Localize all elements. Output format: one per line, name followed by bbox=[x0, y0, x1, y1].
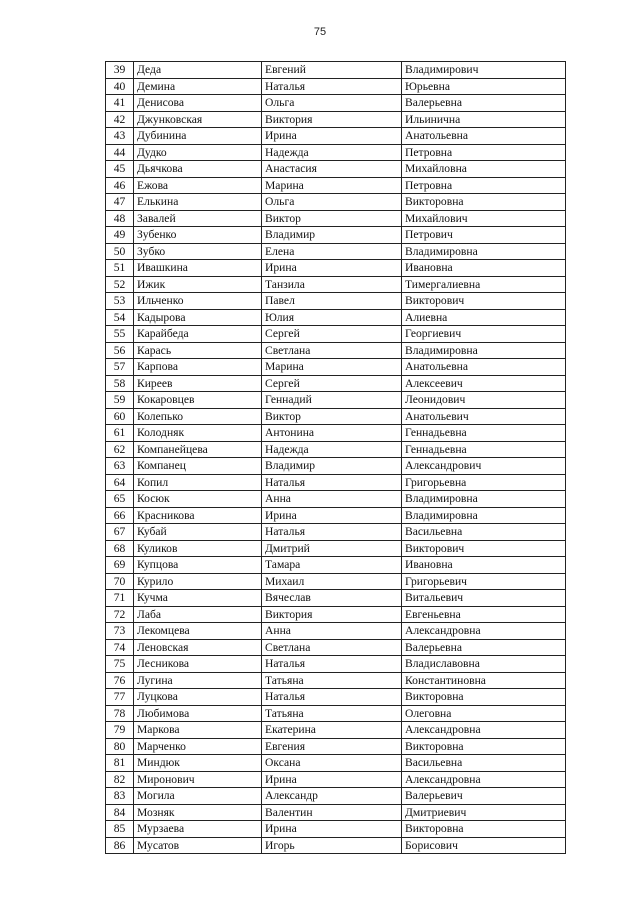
last-name-cell: Колодняк bbox=[134, 425, 262, 442]
patronymic-cell: Анатольевна bbox=[402, 359, 566, 376]
patronymic-cell: Владиславовна bbox=[402, 656, 566, 673]
last-name-cell: Лесникова bbox=[134, 656, 262, 673]
table-row bbox=[106, 359, 566, 376]
row-number: 60 bbox=[106, 408, 134, 425]
first-name-cell: Игорь bbox=[262, 837, 402, 854]
row-number: 79 bbox=[106, 722, 134, 739]
table-row bbox=[106, 392, 566, 409]
table-row bbox=[106, 276, 566, 293]
row-number: 40 bbox=[106, 78, 134, 95]
last-name-cell: Красникова bbox=[134, 507, 262, 524]
last-name-cell: Зубенко bbox=[134, 227, 262, 244]
first-name-cell: Марина bbox=[262, 359, 402, 376]
last-name-cell: Киреев bbox=[134, 375, 262, 392]
patronymic-cell: Тимергалиевна bbox=[402, 276, 566, 293]
patronymic-cell: Петровна bbox=[402, 144, 566, 161]
first-name-cell: Ирина bbox=[262, 260, 402, 277]
row-number: 62 bbox=[106, 441, 134, 458]
first-name-cell: Юлия bbox=[262, 309, 402, 326]
patronymic-cell: Ивановна bbox=[402, 260, 566, 277]
row-number: 84 bbox=[106, 804, 134, 821]
row-number: 72 bbox=[106, 606, 134, 623]
table-row bbox=[106, 507, 566, 524]
last-name-cell: Лаба bbox=[134, 606, 262, 623]
row-number: 70 bbox=[106, 573, 134, 590]
first-name-cell: Наталья bbox=[262, 524, 402, 541]
row-number: 82 bbox=[106, 771, 134, 788]
table-row bbox=[106, 441, 566, 458]
first-name-cell: Виктория bbox=[262, 111, 402, 128]
table-row bbox=[106, 837, 566, 854]
table-row bbox=[106, 194, 566, 211]
patronymic-cell: Григорьевич bbox=[402, 573, 566, 590]
table-row bbox=[106, 458, 566, 475]
last-name-cell: Миндюк bbox=[134, 755, 262, 772]
row-number: 52 bbox=[106, 276, 134, 293]
table-row bbox=[106, 260, 566, 277]
first-name-cell: Наталья bbox=[262, 689, 402, 706]
table-row bbox=[106, 689, 566, 706]
table-row bbox=[106, 656, 566, 673]
patronymic-cell: Владимирович bbox=[402, 62, 566, 79]
first-name-cell: Евгения bbox=[262, 738, 402, 755]
last-name-cell: Косюк bbox=[134, 491, 262, 508]
first-name-cell: Татьяна bbox=[262, 672, 402, 689]
first-name-cell: Михаил bbox=[262, 573, 402, 590]
last-name-cell: Дудко bbox=[134, 144, 262, 161]
patronymic-cell: Васильевна bbox=[402, 755, 566, 772]
row-number: 47 bbox=[106, 194, 134, 211]
patronymic-cell: Александровна bbox=[402, 623, 566, 640]
first-name-cell: Ольга bbox=[262, 194, 402, 211]
table-row bbox=[106, 821, 566, 838]
row-number: 49 bbox=[106, 227, 134, 244]
patronymic-cell: Владимировна bbox=[402, 342, 566, 359]
row-number: 59 bbox=[106, 392, 134, 409]
patronymic-cell: Анатольевна bbox=[402, 128, 566, 145]
table-row bbox=[106, 210, 566, 227]
patronymic-cell: Олеговна bbox=[402, 705, 566, 722]
table-row bbox=[106, 590, 566, 607]
table-row bbox=[106, 62, 566, 79]
row-number: 85 bbox=[106, 821, 134, 838]
row-number: 86 bbox=[106, 837, 134, 854]
patronymic-cell: Викторович bbox=[402, 293, 566, 310]
last-name-cell: Зубко bbox=[134, 243, 262, 260]
patronymic-cell: Константиновна bbox=[402, 672, 566, 689]
first-name-cell: Танзила bbox=[262, 276, 402, 293]
table-row bbox=[106, 771, 566, 788]
last-name-cell: Курило bbox=[134, 573, 262, 590]
first-name-cell: Антонина bbox=[262, 425, 402, 442]
last-name-cell: Компанейцева bbox=[134, 441, 262, 458]
first-name-cell: Светлана bbox=[262, 342, 402, 359]
last-name-cell: Карпова bbox=[134, 359, 262, 376]
row-number: 53 bbox=[106, 293, 134, 310]
patronymic-cell: Юрьевна bbox=[402, 78, 566, 95]
last-name-cell: Джунковская bbox=[134, 111, 262, 128]
last-name-cell: Компанец bbox=[134, 458, 262, 475]
patronymic-cell: Григорьевна bbox=[402, 474, 566, 491]
first-name-cell: Вячеслав bbox=[262, 590, 402, 607]
table-row bbox=[106, 557, 566, 574]
row-number: 55 bbox=[106, 326, 134, 343]
last-name-cell: Марченко bbox=[134, 738, 262, 755]
table-row bbox=[106, 128, 566, 145]
patronymic-cell: Леонидович bbox=[402, 392, 566, 409]
first-name-cell: Сергей bbox=[262, 326, 402, 343]
last-name-cell: Мусатов bbox=[134, 837, 262, 854]
table-row bbox=[106, 524, 566, 541]
table-row bbox=[106, 95, 566, 112]
row-number: 61 bbox=[106, 425, 134, 442]
patronymic-cell: Михайлович bbox=[402, 210, 566, 227]
first-name-cell: Наталья bbox=[262, 656, 402, 673]
first-name-cell: Ирина bbox=[262, 771, 402, 788]
row-number: 42 bbox=[106, 111, 134, 128]
row-number: 77 bbox=[106, 689, 134, 706]
first-name-cell: Геннадий bbox=[262, 392, 402, 409]
first-name-cell: Надежда bbox=[262, 144, 402, 161]
row-number: 66 bbox=[106, 507, 134, 524]
patronymic-cell: Алиевна bbox=[402, 309, 566, 326]
patronymic-cell: Викторовна bbox=[402, 689, 566, 706]
last-name-cell: Кубай bbox=[134, 524, 262, 541]
row-number: 64 bbox=[106, 474, 134, 491]
row-number: 69 bbox=[106, 557, 134, 574]
last-name-cell: Дубинина bbox=[134, 128, 262, 145]
row-number: 44 bbox=[106, 144, 134, 161]
last-name-cell: Копил bbox=[134, 474, 262, 491]
patronymic-cell: Евгеньевна bbox=[402, 606, 566, 623]
last-name-cell: Леновская bbox=[134, 639, 262, 656]
patronymic-cell: Викторовна bbox=[402, 194, 566, 211]
table-row bbox=[106, 788, 566, 805]
first-name-cell: Анастасия bbox=[262, 161, 402, 178]
last-name-cell: Елькина bbox=[134, 194, 262, 211]
patronymic-cell: Геннадьевна bbox=[402, 425, 566, 442]
first-name-cell: Оксана bbox=[262, 755, 402, 772]
table-row bbox=[106, 491, 566, 508]
last-name-cell: Колепько bbox=[134, 408, 262, 425]
patronymic-cell: Ильинична bbox=[402, 111, 566, 128]
row-number: 63 bbox=[106, 458, 134, 475]
row-number: 71 bbox=[106, 590, 134, 607]
first-name-cell: Владимир bbox=[262, 227, 402, 244]
last-name-cell: Могила bbox=[134, 788, 262, 805]
row-number: 76 bbox=[106, 672, 134, 689]
last-name-cell: Ильченко bbox=[134, 293, 262, 310]
table-row bbox=[106, 573, 566, 590]
table-row bbox=[106, 326, 566, 343]
table-row bbox=[106, 309, 566, 326]
row-number: 75 bbox=[106, 656, 134, 673]
patronymic-cell: Алексеевич bbox=[402, 375, 566, 392]
table-row bbox=[106, 540, 566, 557]
patronymic-cell: Владимировна bbox=[402, 243, 566, 260]
table-row bbox=[106, 425, 566, 442]
last-name-cell: Лугина bbox=[134, 672, 262, 689]
first-name-cell: Марина bbox=[262, 177, 402, 194]
patronymic-cell: Александровна bbox=[402, 722, 566, 739]
row-number: 50 bbox=[106, 243, 134, 260]
row-number: 65 bbox=[106, 491, 134, 508]
last-name-cell: Ижик bbox=[134, 276, 262, 293]
patronymic-cell: Валерьевич bbox=[402, 788, 566, 805]
patronymic-cell: Владимировна bbox=[402, 491, 566, 508]
first-name-cell: Надежда bbox=[262, 441, 402, 458]
last-name-cell: Дьячкова bbox=[134, 161, 262, 178]
table-row bbox=[106, 623, 566, 640]
first-name-cell: Наталья bbox=[262, 474, 402, 491]
row-number: 54 bbox=[106, 309, 134, 326]
patronymic-cell: Михайловна bbox=[402, 161, 566, 178]
last-name-cell: Мозняк bbox=[134, 804, 262, 821]
patronymic-cell: Викторович bbox=[402, 540, 566, 557]
row-number: 74 bbox=[106, 639, 134, 656]
table-row bbox=[106, 111, 566, 128]
row-number: 67 bbox=[106, 524, 134, 541]
row-number: 46 bbox=[106, 177, 134, 194]
table-row bbox=[106, 408, 566, 425]
table-row bbox=[106, 722, 566, 739]
table-row bbox=[106, 161, 566, 178]
table-row bbox=[106, 755, 566, 772]
last-name-cell: Кадырова bbox=[134, 309, 262, 326]
row-number: 73 bbox=[106, 623, 134, 640]
row-number: 80 bbox=[106, 738, 134, 755]
last-name-cell: Маркова bbox=[134, 722, 262, 739]
table-row bbox=[106, 375, 566, 392]
row-number: 51 bbox=[106, 260, 134, 277]
first-name-cell: Евгений bbox=[262, 62, 402, 79]
table-row bbox=[106, 639, 566, 656]
last-name-cell: Луцкова bbox=[134, 689, 262, 706]
row-number: 78 bbox=[106, 705, 134, 722]
first-name-cell: Наталья bbox=[262, 78, 402, 95]
first-name-cell: Ирина bbox=[262, 128, 402, 145]
row-number: 57 bbox=[106, 359, 134, 376]
table-row bbox=[106, 474, 566, 491]
last-name-cell: Карась bbox=[134, 342, 262, 359]
patronymic-cell: Александровна bbox=[402, 771, 566, 788]
roster-table-body bbox=[106, 62, 566, 854]
first-name-cell: Ирина bbox=[262, 507, 402, 524]
last-name-cell: Ежова bbox=[134, 177, 262, 194]
first-name-cell: Светлана bbox=[262, 639, 402, 656]
first-name-cell: Владимир bbox=[262, 458, 402, 475]
last-name-cell: Миронович bbox=[134, 771, 262, 788]
row-number: 56 bbox=[106, 342, 134, 359]
patronymic-cell: Дмитриевич bbox=[402, 804, 566, 821]
first-name-cell: Татьяна bbox=[262, 705, 402, 722]
row-number: 41 bbox=[106, 95, 134, 112]
patronymic-cell: Васильевна bbox=[402, 524, 566, 541]
row-number: 81 bbox=[106, 755, 134, 772]
first-name-cell: Валентин bbox=[262, 804, 402, 821]
row-number: 58 bbox=[106, 375, 134, 392]
last-name-cell: Ивашкина bbox=[134, 260, 262, 277]
last-name-cell: Мурзаева bbox=[134, 821, 262, 838]
patronymic-cell: Валерьевна bbox=[402, 95, 566, 112]
first-name-cell: Виктория bbox=[262, 606, 402, 623]
patronymic-cell: Александрович bbox=[402, 458, 566, 475]
table-row bbox=[106, 705, 566, 722]
patronymic-cell: Витальевич bbox=[402, 590, 566, 607]
table-row bbox=[106, 342, 566, 359]
page-number: 75 bbox=[313, 26, 327, 38]
row-number: 39 bbox=[106, 62, 134, 79]
first-name-cell: Ольга bbox=[262, 95, 402, 112]
patronymic-cell: Геннадьевна bbox=[402, 441, 566, 458]
last-name-cell: Любимова bbox=[134, 705, 262, 722]
row-number: 45 bbox=[106, 161, 134, 178]
table-row bbox=[106, 243, 566, 260]
patronymic-cell: Петрович bbox=[402, 227, 566, 244]
patronymic-cell: Петровна bbox=[402, 177, 566, 194]
table-row bbox=[106, 672, 566, 689]
patronymic-cell: Ивановна bbox=[402, 557, 566, 574]
first-name-cell: Александр bbox=[262, 788, 402, 805]
last-name-cell: Карайбеда bbox=[134, 326, 262, 343]
patronymic-cell: Викторовна bbox=[402, 821, 566, 838]
row-number: 48 bbox=[106, 210, 134, 227]
patronymic-cell: Викторовна bbox=[402, 738, 566, 755]
last-name-cell: Денисова bbox=[134, 95, 262, 112]
table-row bbox=[106, 738, 566, 755]
last-name-cell: Куликов bbox=[134, 540, 262, 557]
first-name-cell: Екатерина bbox=[262, 722, 402, 739]
first-name-cell: Елена bbox=[262, 243, 402, 260]
last-name-cell: Деда bbox=[134, 62, 262, 79]
patronymic-cell: Борисович bbox=[402, 837, 566, 854]
patronymic-cell: Анатольевич bbox=[402, 408, 566, 425]
row-number: 43 bbox=[106, 128, 134, 145]
first-name-cell: Ирина bbox=[262, 821, 402, 838]
last-name-cell: Лекомцева bbox=[134, 623, 262, 640]
table-row bbox=[106, 177, 566, 194]
patronymic-cell: Георгиевич bbox=[402, 326, 566, 343]
table-row bbox=[106, 144, 566, 161]
patronymic-cell: Владимировна bbox=[402, 507, 566, 524]
row-number: 83 bbox=[106, 788, 134, 805]
first-name-cell: Сергей bbox=[262, 375, 402, 392]
table-row bbox=[106, 227, 566, 244]
first-name-cell: Виктор bbox=[262, 408, 402, 425]
table-row bbox=[106, 606, 566, 623]
last-name-cell: Кучма bbox=[134, 590, 262, 607]
row-number: 68 bbox=[106, 540, 134, 557]
first-name-cell: Анна bbox=[262, 491, 402, 508]
table-row bbox=[106, 804, 566, 821]
last-name-cell: Кокаровцев bbox=[134, 392, 262, 409]
first-name-cell: Виктор bbox=[262, 210, 402, 227]
last-name-cell: Демина bbox=[134, 78, 262, 95]
last-name-cell: Купцова bbox=[134, 557, 262, 574]
roster-table bbox=[105, 61, 566, 854]
table-row bbox=[106, 293, 566, 310]
first-name-cell: Тамара bbox=[262, 557, 402, 574]
table-row bbox=[106, 78, 566, 95]
patronymic-cell: Валерьевна bbox=[402, 639, 566, 656]
last-name-cell: Завалей bbox=[134, 210, 262, 227]
first-name-cell: Павел bbox=[262, 293, 402, 310]
first-name-cell: Анна bbox=[262, 623, 402, 640]
first-name-cell: Дмитрий bbox=[262, 540, 402, 557]
